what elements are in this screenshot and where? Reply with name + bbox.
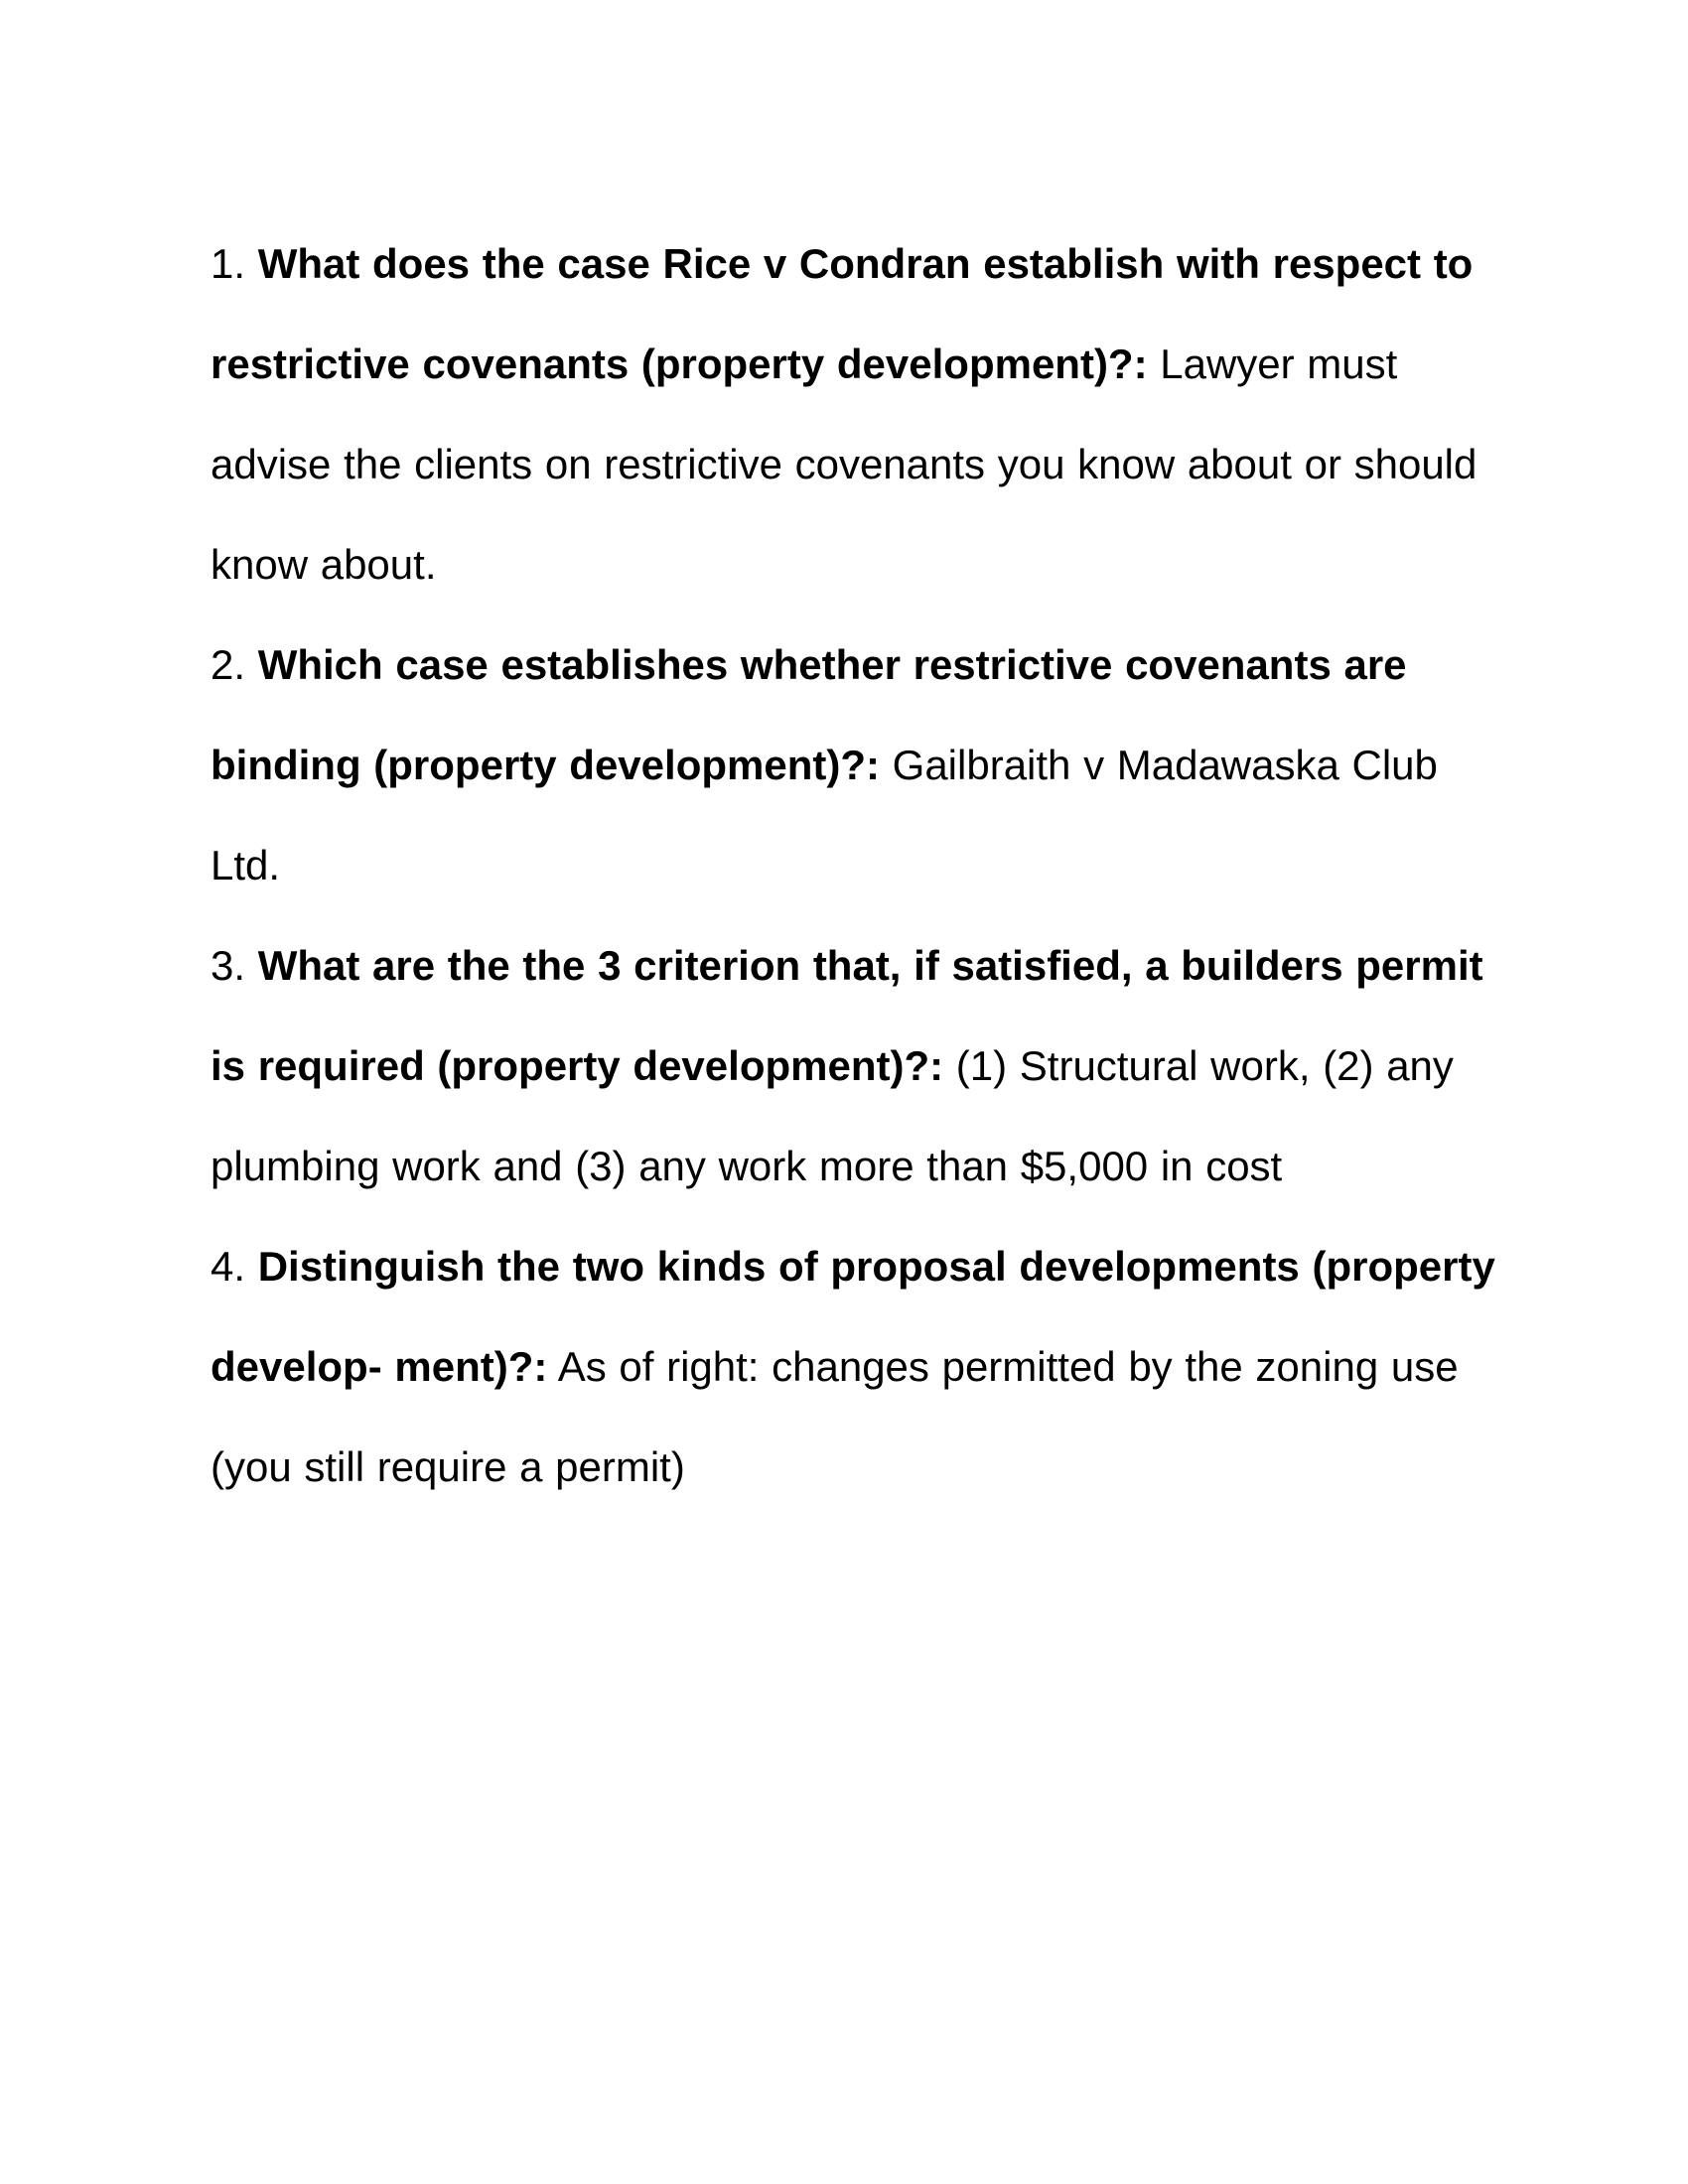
question-text: What does the case Rice v Condran establish with respect to restrictive covenants (property development)?:: [211, 240, 1474, 387]
question-text: Distinguish the two kinds of proposal developments (property develop- ment)?:: [211, 1243, 1495, 1390]
item-number: 4.: [211, 1243, 246, 1290]
answer-text: (1) Structural work, (2) any plumbing work and (3) any work more than $5,000 in cost: [211, 1042, 1454, 1189]
item-number: 3.: [211, 942, 246, 989]
document-body: [211, 213, 1501, 1517]
qa-item-1: [211, 213, 1501, 614]
answer-text: As of right: changes permitted by the zoning use (you still require a permit): [211, 1343, 1459, 1490]
answer-text: Gailbraith v Madawaska Club Ltd.: [211, 742, 1438, 888]
qa-item-2: [211, 614, 1501, 915]
item-number: 2.: [211, 641, 246, 688]
qa-item-4: [211, 1216, 1501, 1517]
qa-item-3: [211, 915, 1501, 1216]
question-text: Which case establishes whether restrictive covenants are binding (property development)?:: [211, 641, 1407, 788]
question-text: What are the the 3 criterion that, if satisfied, a builders permit is required (property development)?:: [211, 942, 1483, 1089]
answer-text: Lawyer must advise the clients on restrictive covenants you know about or should know about.: [211, 341, 1477, 588]
item-number: 1.: [211, 240, 246, 287]
